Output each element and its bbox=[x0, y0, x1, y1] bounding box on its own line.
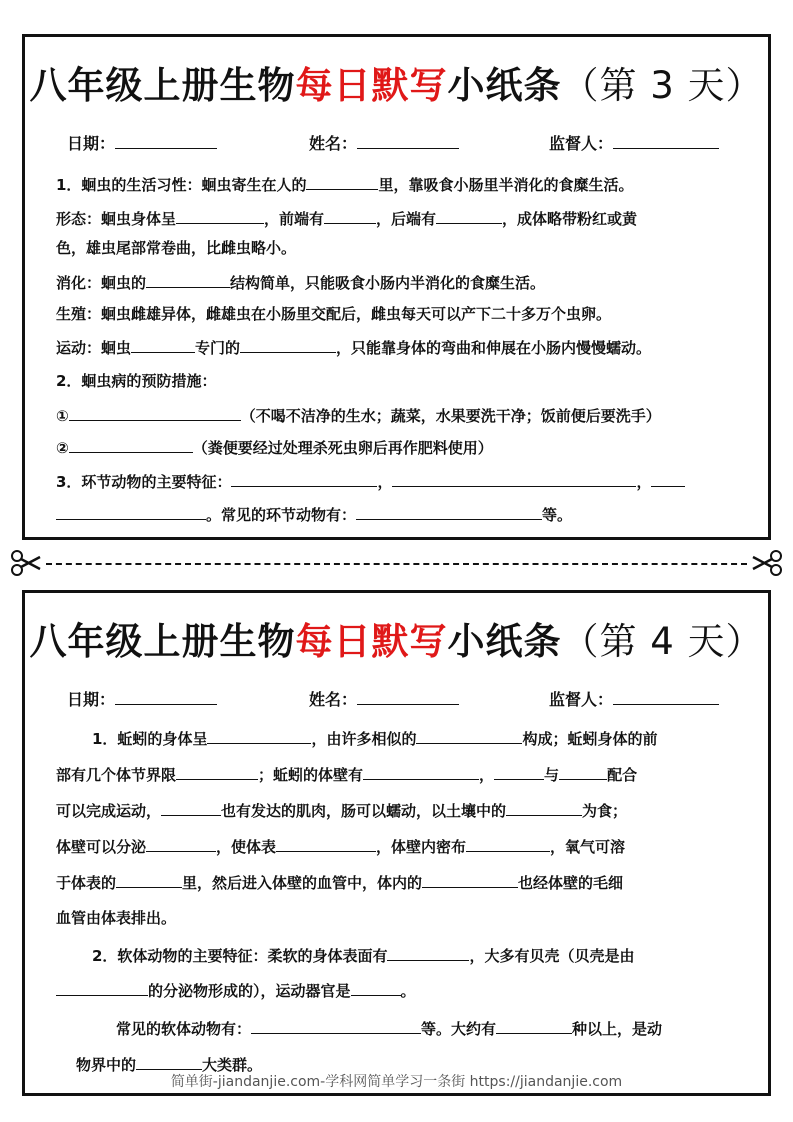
text-seg: 部有几个体节界限 bbox=[56, 766, 177, 784]
name-field bbox=[309, 131, 459, 154]
text-seg: ， bbox=[636, 473, 652, 491]
name-field bbox=[309, 687, 459, 710]
fill-blank[interactable] bbox=[136, 1053, 202, 1070]
fill-blank[interactable] bbox=[131, 336, 195, 353]
fill-blank[interactable] bbox=[496, 1017, 572, 1034]
text-seg: 也经体壁的毛细 bbox=[518, 874, 624, 892]
fill-blank[interactable] bbox=[146, 271, 230, 288]
text-seg: 体壁可以分泌 bbox=[56, 838, 147, 856]
fill-blank[interactable] bbox=[161, 799, 221, 816]
fill-blank[interactable] bbox=[56, 503, 206, 520]
date-field bbox=[67, 687, 217, 710]
text-seg: ；蚯蚓的体壁有 bbox=[258, 766, 364, 784]
text-line bbox=[56, 173, 633, 195]
fill-blank[interactable] bbox=[240, 336, 336, 353]
fill-blank[interactable] bbox=[351, 979, 401, 996]
text-seg: ，氧气可溶 bbox=[550, 838, 626, 856]
text-seg: ① bbox=[56, 407, 69, 425]
name-blank[interactable] bbox=[357, 132, 459, 149]
date-label: 日期： bbox=[67, 134, 116, 153]
fill-blank[interactable] bbox=[436, 207, 502, 224]
text-line bbox=[56, 336, 651, 358]
text-line bbox=[56, 207, 637, 229]
text-seg: 的分泌物形成的），运动器官是 bbox=[148, 982, 351, 1000]
text-line bbox=[56, 871, 623, 893]
title-highlight: 每日默写 bbox=[295, 620, 448, 663]
text-line bbox=[56, 436, 493, 458]
card-title bbox=[25, 55, 768, 109]
supervisor-blank[interactable] bbox=[613, 132, 719, 149]
fill-blank[interactable] bbox=[207, 727, 311, 744]
text-line bbox=[56, 470, 685, 492]
fill-blank[interactable] bbox=[69, 436, 193, 453]
text-seg: ，使体表 bbox=[216, 838, 277, 856]
fill-blank[interactable] bbox=[506, 799, 582, 816]
fill-blank[interactable] bbox=[251, 1017, 421, 1034]
text-seg: 血管由体表排出。 bbox=[56, 909, 177, 927]
dashed-divider bbox=[46, 563, 747, 565]
text-seg: 专门的 bbox=[195, 339, 241, 357]
fill-blank[interactable] bbox=[559, 763, 607, 780]
fill-blank[interactable] bbox=[56, 979, 148, 996]
text-seg: ，只能靠身体的弯曲和伸展在小肠内慢慢蠕动。 bbox=[336, 339, 652, 357]
text-seg: 与 bbox=[544, 766, 560, 784]
text-seg: 为食； bbox=[582, 802, 628, 820]
text-seg: 配合 bbox=[607, 766, 638, 784]
fill-blank[interactable] bbox=[363, 763, 479, 780]
title-day: （第 3 天） bbox=[561, 64, 764, 107]
text-seg: ， bbox=[377, 473, 393, 491]
text-seg: 等。 bbox=[542, 506, 573, 524]
text-line bbox=[56, 503, 572, 525]
text-seg: ，前端有 bbox=[264, 210, 325, 228]
worksheet-card-day3 bbox=[22, 34, 771, 540]
text-line bbox=[56, 271, 545, 293]
date-blank[interactable] bbox=[115, 688, 217, 705]
supervisor-field bbox=[549, 687, 719, 710]
card-title bbox=[25, 611, 768, 665]
text-line bbox=[56, 370, 216, 391]
text-seg: 消化：蛔虫的 bbox=[56, 274, 147, 292]
text-line bbox=[56, 237, 296, 258]
fill-blank[interactable] bbox=[494, 763, 544, 780]
title-part: 八年级上册生物 bbox=[29, 64, 296, 107]
text-seg: 2．蛔虫病的预防措施： bbox=[56, 372, 217, 390]
supervisor-blank[interactable] bbox=[613, 688, 719, 705]
text-seg: ，后端有 bbox=[376, 210, 437, 228]
text-seg: 物界中的 bbox=[76, 1056, 137, 1074]
fill-blank[interactable] bbox=[651, 470, 685, 487]
fill-blank[interactable] bbox=[422, 871, 518, 888]
fill-blank[interactable] bbox=[176, 763, 258, 780]
name-blank[interactable] bbox=[357, 688, 459, 705]
text-seg: ② bbox=[56, 439, 69, 457]
supervisor-label: 监督人： bbox=[549, 134, 614, 153]
text-seg: 种以上，是动 bbox=[572, 1020, 663, 1038]
text-line bbox=[116, 1017, 662, 1039]
text-line bbox=[56, 907, 176, 928]
footer-watermark: 简单街-jiandanjie.com-学科网简单学习一条街 https://jiandanjie.com bbox=[170, 1074, 623, 1090]
cut-line bbox=[10, 548, 783, 578]
fill-blank[interactable] bbox=[387, 944, 469, 961]
date-label: 日期： bbox=[67, 690, 116, 709]
text-seg: 于体表的 bbox=[56, 874, 117, 892]
text-line bbox=[56, 404, 661, 426]
title-day: （第 4 天） bbox=[561, 620, 764, 663]
name-label: 姓名： bbox=[309, 134, 358, 153]
text-seg: 3．环节动物的主要特征： bbox=[56, 473, 232, 491]
title-highlight: 每日默写 bbox=[295, 64, 448, 107]
text-line bbox=[56, 835, 625, 857]
text-seg: 等。大约有 bbox=[421, 1020, 497, 1038]
supervisor-label: 监督人： bbox=[549, 690, 614, 709]
text-seg: ， bbox=[479, 766, 495, 784]
text-seg: 。 bbox=[400, 982, 416, 1000]
fill-blank[interactable] bbox=[146, 835, 216, 852]
fill-blank[interactable] bbox=[69, 404, 241, 421]
text-line bbox=[92, 944, 634, 966]
text-seg: ，体壁内密布 bbox=[376, 838, 467, 856]
text-line bbox=[56, 763, 637, 785]
text-seg: 构成；蚯蚓身体的前 bbox=[522, 730, 658, 748]
text-seg: 里，然后进入体壁的血管中，体内的 bbox=[182, 874, 423, 892]
date-field bbox=[67, 131, 217, 154]
title-part: 小纸条 bbox=[447, 620, 562, 663]
meta-row bbox=[25, 687, 768, 713]
title-part: 小纸条 bbox=[447, 64, 562, 107]
fill-blank[interactable] bbox=[176, 207, 264, 224]
text-seg: （不喝不洁净的生水；蔬菜，水果要洗干净；饭前便后要洗手） bbox=[240, 407, 661, 425]
text-seg: ，大多有贝壳（贝壳是由 bbox=[469, 947, 635, 965]
text-seg: 大类群。 bbox=[202, 1056, 263, 1074]
date-blank[interactable] bbox=[115, 132, 217, 149]
fill-blank[interactable] bbox=[416, 727, 522, 744]
fill-blank[interactable] bbox=[306, 173, 378, 190]
name-label: 姓名： bbox=[309, 690, 358, 709]
text-line bbox=[56, 303, 611, 324]
text-seg: 里，靠吸食小肠里半消化的食糜生活。 bbox=[378, 176, 634, 194]
text-seg: 2．软体动物的主要特征：柔软的身体表面有 bbox=[92, 947, 388, 965]
fill-blank[interactable] bbox=[466, 835, 550, 852]
text-seg: ，由许多相似的 bbox=[311, 730, 417, 748]
text-seg: 。常见的环节动物有： bbox=[206, 506, 357, 524]
supervisor-field bbox=[549, 131, 719, 154]
text-seg: 生殖：蛔虫雌雄异体，雌雄虫在小肠里交配后，雌虫每天可以产下二十多万个虫卵。 bbox=[56, 305, 612, 323]
text-seg: 也有发达的肌肉，肠可以蠕动，以土壤中的 bbox=[221, 802, 507, 820]
fill-blank[interactable] bbox=[324, 207, 376, 224]
scissors-icon bbox=[751, 548, 783, 578]
text-seg: 1．蛔虫的生活习性：蛔虫寄生在人的 bbox=[56, 176, 307, 194]
fill-blank[interactable] bbox=[231, 470, 377, 487]
fill-blank[interactable] bbox=[356, 503, 542, 520]
scissors-icon bbox=[10, 548, 42, 578]
fill-blank[interactable] bbox=[276, 835, 376, 852]
text-line bbox=[92, 727, 657, 749]
worksheet-card-day4 bbox=[22, 590, 771, 1096]
text-seg: 色，雄虫尾部常卷曲，比雌虫略小。 bbox=[56, 239, 297, 257]
text-line bbox=[56, 799, 627, 821]
text-seg: 可以完成运动， bbox=[56, 802, 162, 820]
fill-blank[interactable] bbox=[116, 871, 182, 888]
text-seg: 结构简单，只能吸食小肠内半消化的食糜生活。 bbox=[230, 274, 546, 292]
text-seg: ，成体略带粉红或黄 bbox=[502, 210, 638, 228]
title-part: 八年级上册生物 bbox=[29, 620, 296, 663]
text-line bbox=[56, 979, 416, 1001]
meta-row bbox=[25, 131, 768, 157]
text-seg: （粪便要经过处理杀死虫卵后再作肥料使用） bbox=[192, 439, 493, 457]
text-seg: 运动：蛔虫 bbox=[56, 339, 132, 357]
text-seg: 1．蚯蚓的身体呈 bbox=[92, 730, 208, 748]
fill-blank[interactable] bbox=[392, 470, 636, 487]
text-seg: 常见的软体动物有： bbox=[116, 1020, 252, 1038]
text-seg: 形态：蛔虫身体呈 bbox=[56, 210, 177, 228]
